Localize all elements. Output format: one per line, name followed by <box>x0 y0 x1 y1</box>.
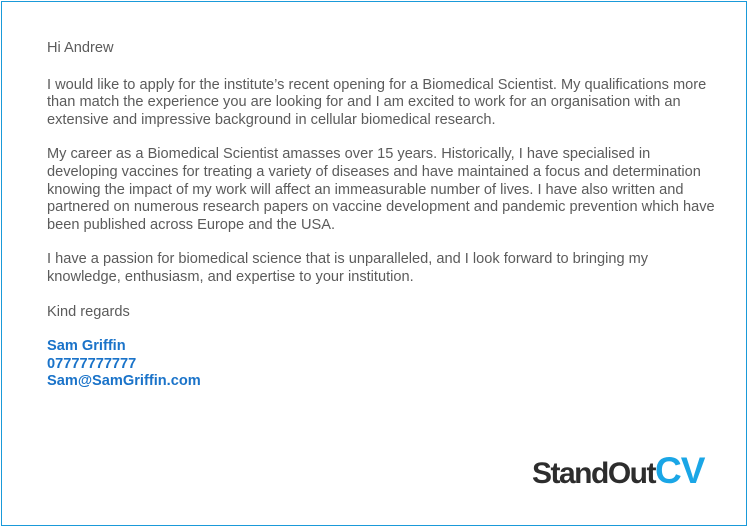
page-frame <box>1 1 747 526</box>
standout-cv-logo <box>532 450 704 492</box>
signature-phone: 07777777777 <box>47 355 137 372</box>
signature-name: Sam Griffin <box>47 338 126 355</box>
closing-text: Kind regards <box>47 303 130 320</box>
paragraph-career: My career as a Biomedical Scientist amasses over 15 years. Historically, I have specialised in developing vaccines for treating a variety of diseases and have maintained a focus and determination knowing the impact of my work will affect an immeasurable number of lives. I have also written and partnered on numerous research papers on vaccine development and pandemic prevention which have been published across Europe and the USA. <box>47 146 715 233</box>
greeting: Hi Andrew <box>47 40 114 56</box>
logo-accent: CV <box>655 450 705 491</box>
letter-body <box>47 40 717 391</box>
logo-text: StandOut <box>532 457 655 490</box>
paragraph-intro: I would like to apply for the institute’s recent opening for a Biomedical Scientist. My qualifications more than match the experience you are looking for and I am excited to work for an organisation with an extensive and impressive background in cellular biomedical research. <box>47 76 707 128</box>
signature-block <box>47 338 717 391</box>
signature-email: Sam@SamGriffin.com <box>47 373 201 390</box>
paragraph-closing: I have a passion for biomedical science that is unparalleled, and I look forward to bringing my knowledge, enthusiasm, and expertise to your institution. <box>47 251 649 285</box>
